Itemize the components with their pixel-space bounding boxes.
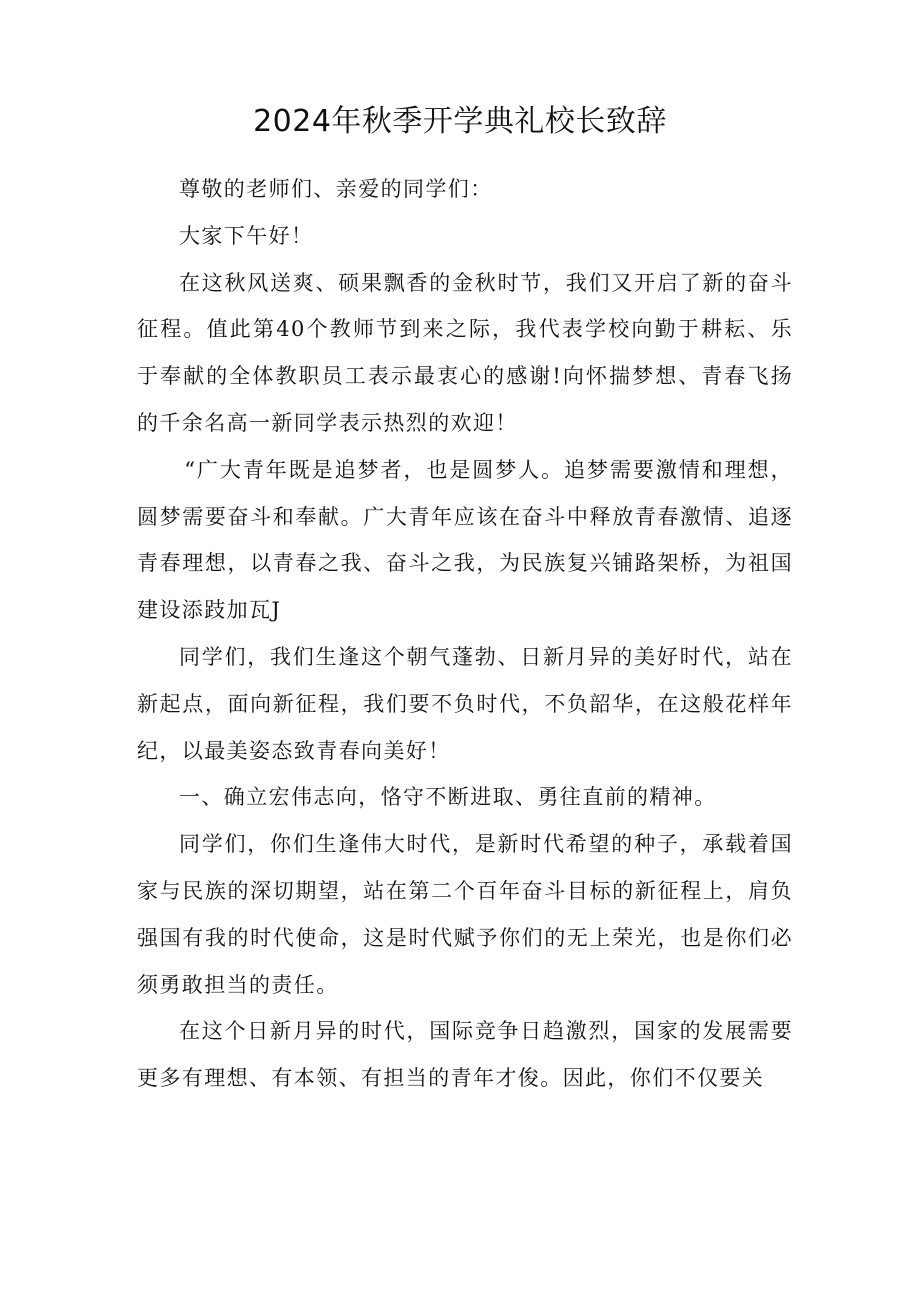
paragraph-competition: 在这个日新月异的时代，国际竞争日趋激烈，国家的发展需要更多有理想、有本领、有担当的青年才俊。因此，你们不仅要关: [137, 1019, 793, 1091]
paragraph-quote: “广大青年既是追梦者，也是圆梦人。追梦需要激情和理想，圆梦需要奋斗和奉献。广大青年应该在奋斗中释放青春激情、追逐青春理想，以青春之我、奋斗之我，为民族复兴铺路架桥，为祖国建设添跂加瓦J: [137, 457, 793, 623]
paragraph-opening: 在这秋风送爽、硕果飘香的金秋时节，我们又开启了新的奋斗征程。值此第40个教师节到来之际，我代表学校向勤于耕耘、乐于奉献的全体教职员工表示最衷心的感谢!向怀揣梦想、青春飞扬的千余名高一新同学表示热烈的欢迎！: [137, 270, 793, 435]
document-body: [137, 166, 793, 1102]
salutation: 尊敬的老师们、亲爱的同学们：: [179, 177, 493, 201]
section-heading-1: 一、确立宏伟志向，恪守不断进取、勇往直前的精神。: [179, 785, 717, 810]
paragraph-mission: 同学们，你们生逢伟大时代，是新时代希望的种子，承载着国家与民族的深切期望，站在第二个百年奋斗目标的新征程上，肩负强国有我的时代使命，这是时代赋予你们的无上荣光，也是你们必须勇敢担当的责任。: [137, 832, 793, 997]
document-title: 2024年秋季开学典礼校长致辞: [253, 104, 667, 139]
greeting: 大家下午好！: [179, 223, 314, 248]
paragraph-era: 同学们，我们生逢这个朝气蓬勃、日新月异的美好时代，站在新起点，面向新征程，我们要不负时代，不负韶华，在这般花样年纪，以最美姿态致青春向美好！: [137, 644, 793, 763]
